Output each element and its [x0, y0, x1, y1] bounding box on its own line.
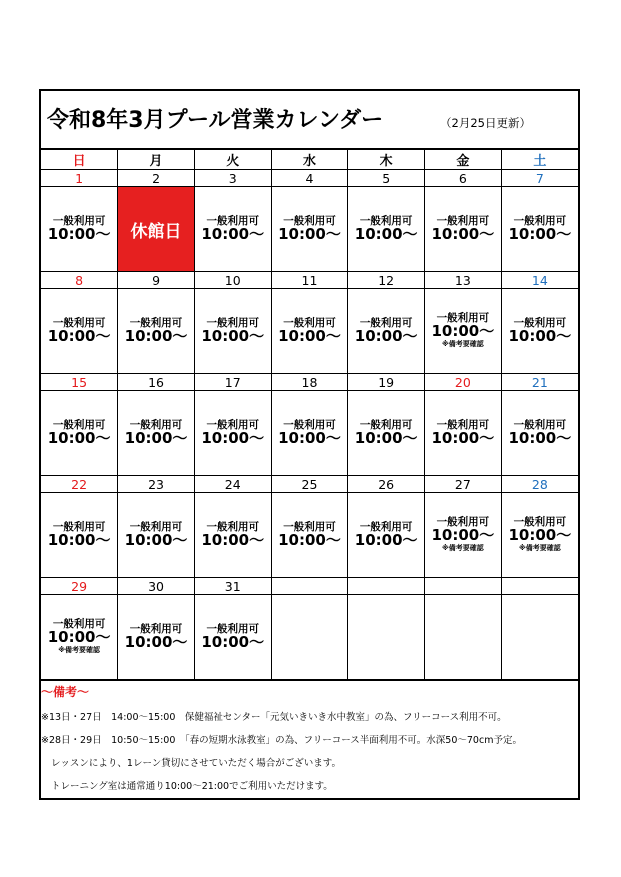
open-time: 10:00〜	[431, 224, 495, 243]
open-time: 10:00〜	[47, 628, 111, 647]
open-time: 10:00〜	[278, 530, 341, 549]
open-time: 10:00〜	[508, 428, 572, 447]
day-cell	[348, 493, 425, 578]
open-time: 10:00〜	[124, 326, 188, 345]
date-number: 8	[41, 272, 118, 289]
date-number: 2	[118, 170, 195, 187]
open-time: 10:00〜	[201, 428, 265, 447]
day-status-row	[41, 595, 578, 680]
day-cell	[348, 289, 425, 374]
availability	[502, 517, 578, 552]
date-number: 22	[41, 476, 118, 493]
available-label: 一般利用可	[436, 418, 490, 431]
day-cell	[41, 187, 118, 272]
open-time: 10:00〜	[47, 428, 111, 447]
day-cell	[425, 493, 502, 578]
availability	[502, 216, 578, 243]
day-cell	[194, 391, 271, 476]
day-cell	[501, 289, 578, 374]
date-number: 27	[425, 476, 502, 493]
weekday-header: 土	[501, 150, 578, 170]
availability	[118, 624, 194, 651]
day-cell	[194, 595, 271, 680]
day-cell	[41, 595, 118, 680]
available-label: 一般利用可	[359, 520, 413, 533]
day-cell	[348, 187, 425, 272]
day-cell	[425, 595, 502, 680]
day-status-row	[41, 289, 578, 374]
available-label: 一般利用可	[206, 214, 259, 227]
day-cell	[271, 289, 348, 374]
weekday-header: 木	[348, 150, 425, 170]
date-number: 24	[194, 476, 271, 493]
day-cell	[118, 493, 195, 578]
day-cell	[501, 493, 578, 578]
open-time: 10:00〜	[278, 326, 341, 345]
weekday-header-row	[41, 150, 578, 170]
remark-note: ※備考要確認	[441, 340, 484, 349]
date-number: 21	[501, 374, 578, 391]
day-cell	[41, 493, 118, 578]
availability	[195, 624, 271, 651]
available-label: 一般利用可	[52, 618, 106, 631]
note-line: ※13日・27日 14:00〜15:00 保健福祉センター「元気いきいき水中教室」の為、フリーコース利用不可。	[41, 712, 507, 723]
open-time: 10:00〜	[124, 428, 188, 447]
day-cell	[348, 595, 425, 680]
open-time: 10:00〜	[201, 224, 265, 243]
date-number-row	[41, 578, 578, 595]
available-label: 一般利用可	[436, 214, 490, 227]
open-time: 10:00〜	[201, 326, 265, 345]
availability	[348, 318, 424, 345]
available-label: 一般利用可	[283, 418, 336, 431]
date-number: 26	[348, 476, 425, 493]
day-cell	[41, 391, 118, 476]
availability	[41, 619, 117, 654]
date-number: 4	[271, 170, 348, 187]
day-cell	[271, 391, 348, 476]
page-title: 令和8年3月プール営業カレンダー	[47, 108, 384, 133]
available-label: 一般利用可	[283, 520, 336, 533]
day-cell	[118, 595, 195, 680]
notes-section	[41, 680, 578, 798]
availability	[272, 420, 348, 447]
available-label: 一般利用可	[206, 622, 259, 635]
available-label: 一般利用可	[52, 520, 106, 533]
available-label: 一般利用可	[283, 214, 336, 227]
open-time: 10:00〜	[431, 526, 495, 545]
open-time: 10:00〜	[431, 322, 495, 341]
remark-note: ※備考要確認	[441, 544, 484, 553]
open-time: 10:00〜	[354, 224, 418, 243]
day-cell	[271, 595, 348, 680]
title-row	[41, 91, 578, 149]
availability	[502, 318, 578, 345]
date-number: 13	[425, 272, 502, 289]
open-time: 10:00〜	[508, 224, 572, 243]
day-cell	[41, 289, 118, 374]
available-label: 一般利用可	[129, 316, 183, 329]
available-label: 一般利用可	[513, 316, 567, 329]
availability	[41, 522, 117, 549]
available-label: 一般利用可	[359, 316, 413, 329]
availability	[41, 216, 117, 243]
availability	[348, 420, 424, 447]
open-time: 10:00〜	[354, 530, 418, 549]
availability	[195, 522, 271, 549]
open-time: 10:00〜	[201, 530, 265, 549]
date-number	[425, 578, 502, 595]
weekday-header: 金	[425, 150, 502, 170]
available-label: 一般利用可	[206, 418, 259, 431]
date-number: 15	[41, 374, 118, 391]
date-number: 6	[425, 170, 502, 187]
open-time: 10:00〜	[201, 632, 265, 651]
open-time: 10:00〜	[431, 428, 495, 447]
available-label: 一般利用可	[359, 214, 413, 227]
date-number: 31	[194, 578, 271, 595]
note-line: ※28日・29日 10:50〜15:00 「春の短期水泳教室」の為、フリーコース半面利用不可。水深50〜70cm予定。	[41, 735, 522, 746]
date-number: 14	[501, 272, 578, 289]
available-label: 一般利用可	[206, 520, 259, 533]
available-label: 一般利用可	[52, 418, 106, 431]
available-label: 一般利用可	[513, 418, 567, 431]
open-time: 10:00〜	[508, 526, 572, 545]
availability	[195, 420, 271, 447]
date-number	[501, 578, 578, 595]
date-number: 23	[118, 476, 195, 493]
availability	[272, 216, 348, 243]
day-cell	[425, 289, 502, 374]
available-label: 一般利用可	[206, 316, 259, 329]
availability	[425, 420, 501, 447]
availability	[425, 517, 501, 552]
date-number: 29	[41, 578, 118, 595]
available-label: 一般利用可	[359, 418, 413, 431]
date-number: 10	[194, 272, 271, 289]
day-cell	[501, 391, 578, 476]
day-cell	[425, 187, 502, 272]
day-cell	[501, 187, 578, 272]
date-number	[271, 578, 348, 595]
available-label: 一般利用可	[513, 214, 567, 227]
availability	[272, 318, 348, 345]
availability	[502, 420, 578, 447]
available-label: 一般利用可	[283, 316, 336, 329]
notes-heading: 〜備考〜	[41, 685, 90, 699]
day-cell	[118, 289, 195, 374]
date-number	[348, 578, 425, 595]
note-line: レッスンにより、1レーン貸切にさせていただく場合がございます。	[51, 758, 342, 769]
open-time: 10:00〜	[47, 326, 111, 345]
day-cell	[118, 187, 195, 272]
date-number: 25	[271, 476, 348, 493]
day-cell	[271, 493, 348, 578]
remark-note: ※備考要確認	[58, 646, 100, 655]
open-time: 10:00〜	[47, 224, 111, 243]
available-label: 一般利用可	[436, 312, 490, 325]
date-number: 28	[501, 476, 578, 493]
closed-label: 休館日	[130, 221, 182, 242]
day-cell	[501, 595, 578, 680]
availability	[195, 216, 271, 243]
date-number: 19	[348, 374, 425, 391]
calendar-table	[41, 149, 578, 680]
availability	[425, 313, 501, 348]
weekday-header: 水	[271, 150, 348, 170]
availability	[41, 420, 117, 447]
available-label: 一般利用可	[513, 516, 567, 529]
available-label: 一般利用可	[129, 520, 183, 533]
day-cell	[271, 187, 348, 272]
availability	[41, 318, 117, 345]
date-number-row	[41, 170, 578, 187]
day-cell	[118, 391, 195, 476]
availability	[118, 420, 194, 447]
date-number: 9	[118, 272, 195, 289]
date-number-row	[41, 272, 578, 289]
date-number: 11	[271, 272, 348, 289]
open-time: 10:00〜	[508, 326, 572, 345]
open-time: 10:00〜	[354, 428, 418, 447]
open-time: 10:00〜	[278, 224, 341, 243]
availability	[348, 522, 424, 549]
open-time: 10:00〜	[278, 428, 341, 447]
date-number: 20	[425, 374, 502, 391]
note-line: トレーニング室は通常通り10:00〜21:00でご利用いただけます。	[51, 781, 333, 792]
day-cell	[194, 187, 271, 272]
day-status-row	[41, 391, 578, 476]
open-time: 10:00〜	[124, 632, 188, 651]
date-number: 7	[501, 170, 578, 187]
availability	[195, 318, 271, 345]
calendar-sheet	[39, 89, 580, 800]
available-label: 一般利用可	[52, 214, 106, 227]
date-number-row	[41, 374, 578, 391]
date-number: 30	[118, 578, 195, 595]
day-cell	[348, 391, 425, 476]
availability	[348, 216, 424, 243]
available-label: 一般利用可	[129, 418, 183, 431]
date-number: 1	[41, 170, 118, 187]
day-cell	[194, 289, 271, 374]
updated-date: （2月25日更新）	[440, 116, 531, 130]
weekday-header: 日	[41, 150, 118, 170]
remark-note: ※備考要確認	[518, 544, 561, 553]
date-number: 16	[118, 374, 195, 391]
day-cell	[194, 493, 271, 578]
weekday-header: 月	[118, 150, 195, 170]
date-number: 17	[194, 374, 271, 391]
date-number: 3	[194, 170, 271, 187]
open-time: 10:00〜	[47, 530, 111, 549]
day-status-row	[41, 493, 578, 578]
open-time: 10:00〜	[124, 530, 188, 549]
date-number: 18	[271, 374, 348, 391]
available-label: 一般利用可	[52, 316, 106, 329]
date-number: 5	[348, 170, 425, 187]
available-label: 一般利用可	[129, 622, 183, 635]
availability	[118, 318, 194, 345]
open-time: 10:00〜	[354, 326, 418, 345]
availability	[272, 522, 348, 549]
date-number-row	[41, 476, 578, 493]
day-cell	[425, 391, 502, 476]
available-label: 一般利用可	[436, 516, 490, 529]
availability	[425, 216, 501, 243]
date-number: 12	[348, 272, 425, 289]
weekday-header: 火	[194, 150, 271, 170]
availability	[118, 522, 194, 549]
day-status-row	[41, 187, 578, 272]
